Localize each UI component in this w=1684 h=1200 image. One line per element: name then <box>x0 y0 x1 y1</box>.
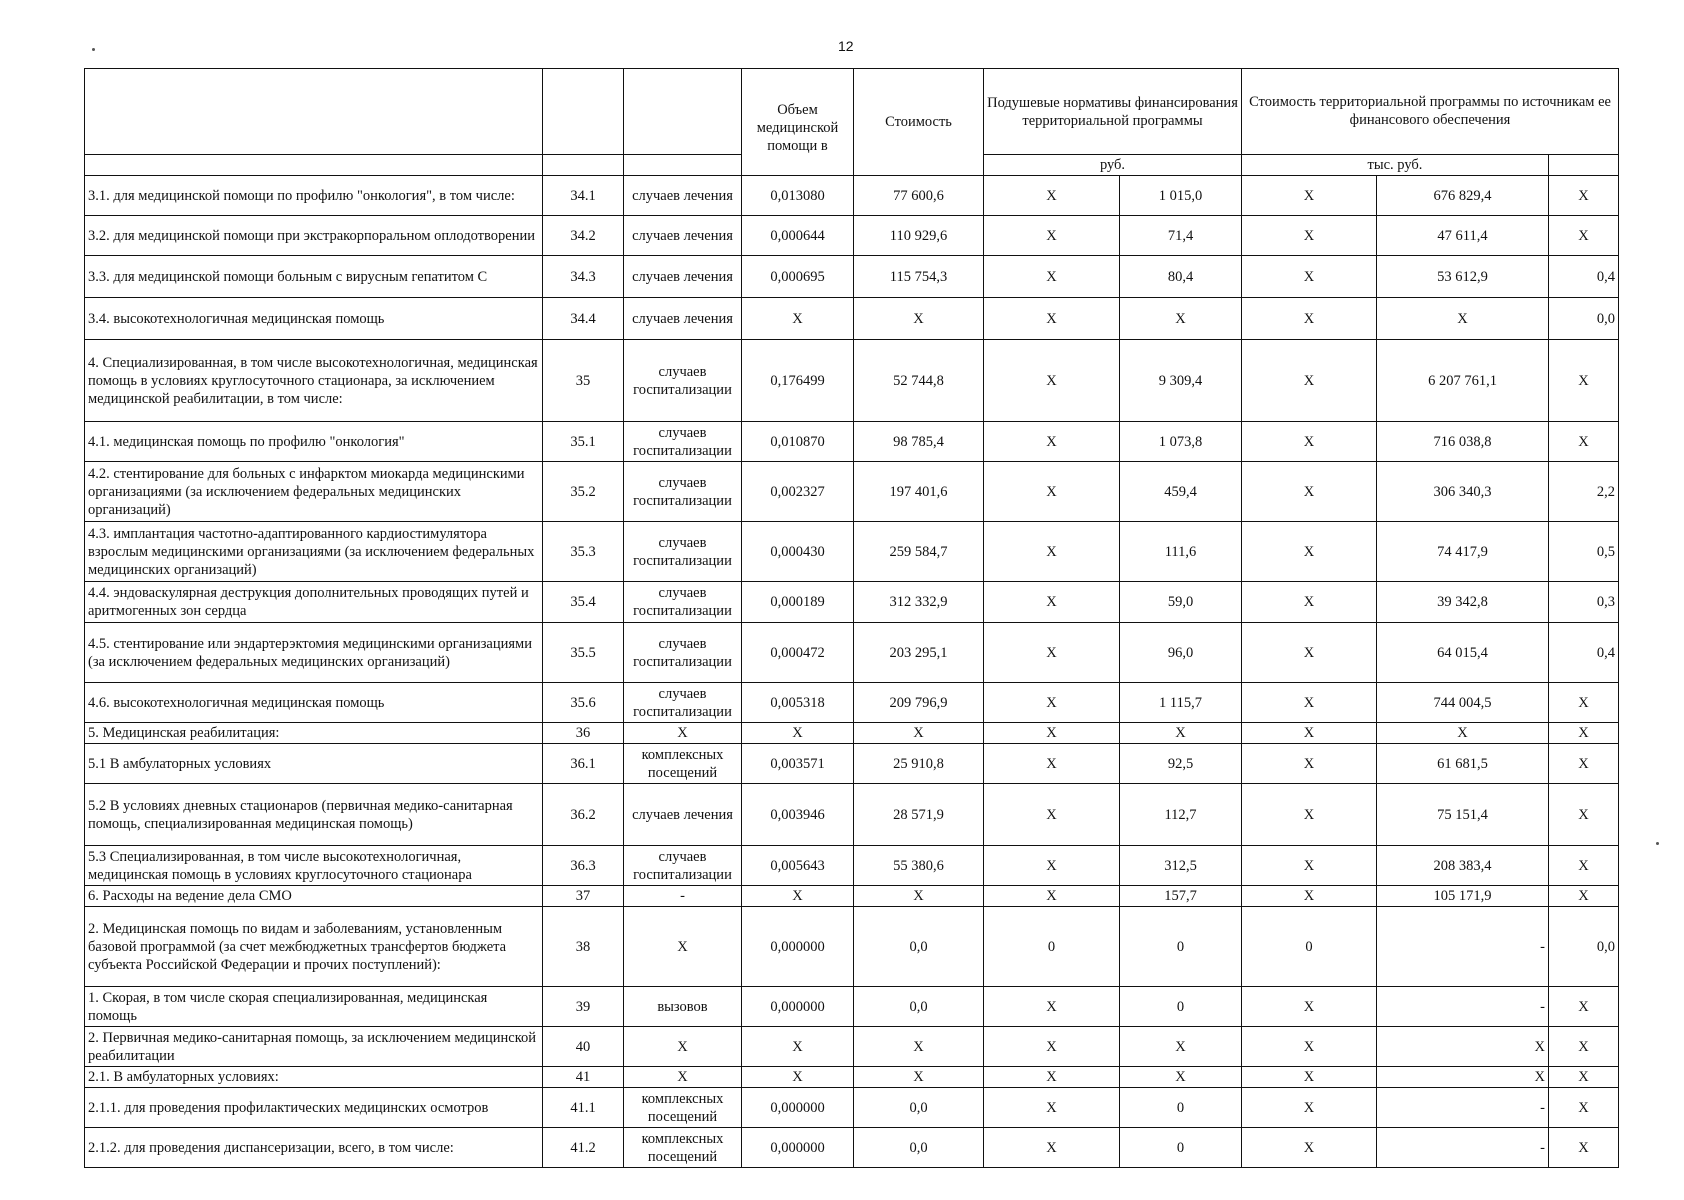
row-code: 35.4 <box>543 582 624 623</box>
row-name: 6. Расходы на ведение дела СМО <box>85 886 543 907</box>
header-empty-code <box>543 69 624 155</box>
row-norm-1: X <box>984 340 1120 422</box>
scan-speck <box>1656 842 1659 845</box>
row-code: 37 <box>543 886 624 907</box>
row-prog-2: 306 340,3 <box>1377 462 1549 522</box>
row-prog-1: X <box>1242 784 1377 846</box>
row-prog-2: 39 342,8 <box>1377 582 1549 623</box>
table-row <box>85 1027 1619 1067</box>
table-row <box>85 582 1619 623</box>
row-prog-3: X <box>1549 1128 1619 1168</box>
row-unit: случаев лечения <box>624 176 742 216</box>
row-code: 41.1 <box>543 1088 624 1128</box>
row-prog-2: - <box>1377 1088 1549 1128</box>
row-volume: 0,013080 <box>742 176 854 216</box>
row-unit: комплексных посещений <box>624 744 742 784</box>
row-norm-2: 96,0 <box>1120 623 1242 683</box>
row-norm-2: 459,4 <box>1120 462 1242 522</box>
row-unit: случаев госпитализации <box>624 623 742 683</box>
row-prog-1: X <box>1242 1067 1377 1088</box>
row-norm-2: 92,5 <box>1120 744 1242 784</box>
row-norm-1: X <box>984 1027 1120 1067</box>
row-prog-3: X <box>1549 784 1619 846</box>
row-volume: X <box>742 723 854 744</box>
row-prog-1: X <box>1242 422 1377 462</box>
row-prog-1: X <box>1242 462 1377 522</box>
table-row <box>85 784 1619 846</box>
header-per-capita: Подушевые нормативы финансирования территориальной программы <box>984 69 1242 155</box>
row-code: 34.1 <box>543 176 624 216</box>
row-norm-1: X <box>984 784 1120 846</box>
row-prog-3: 0,0 <box>1549 298 1619 340</box>
row-prog-3: X <box>1549 1088 1619 1128</box>
row-prog-2: - <box>1377 907 1549 987</box>
row-prog-1: X <box>1242 744 1377 784</box>
row-prog-3: 0,3 <box>1549 582 1619 623</box>
row-cost: 312 332,9 <box>854 582 984 623</box>
row-prog-3: X <box>1549 987 1619 1027</box>
row-code: 35.5 <box>543 623 624 683</box>
row-prog-2: X <box>1377 1027 1549 1067</box>
row-prog-1: X <box>1242 1027 1377 1067</box>
table-row <box>85 723 1619 744</box>
row-cost: X <box>854 886 984 907</box>
row-prog-2: 716 038,8 <box>1377 422 1549 462</box>
row-unit: случаев госпитализации <box>624 462 742 522</box>
row-code: 35.1 <box>543 422 624 462</box>
row-volume: X <box>742 298 854 340</box>
row-prog-1: X <box>1242 1128 1377 1168</box>
row-norm-1: X <box>984 256 1120 298</box>
row-prog-3: X <box>1549 422 1619 462</box>
row-name: 2. Медицинская помощь по видам и заболеваниям, установленным базовой программой (за счет межбюджетных трансфертов бюджета субъекта Российской Федерации и прочих поступлений): <box>85 907 543 987</box>
row-name: 4.6. высокотехнологичная медицинская помощь <box>85 683 543 723</box>
row-prog-1: X <box>1242 582 1377 623</box>
row-norm-1: X <box>984 298 1120 340</box>
row-prog-1: X <box>1242 846 1377 886</box>
row-unit: - <box>624 886 742 907</box>
header-row-top <box>85 69 1619 155</box>
row-prog-2: 744 004,5 <box>1377 683 1549 723</box>
row-prog-2: 64 015,4 <box>1377 623 1549 683</box>
row-prog-1: X <box>1242 522 1377 582</box>
row-norm-1: 0 <box>984 907 1120 987</box>
table-row <box>85 907 1619 987</box>
row-cost: 209 796,9 <box>854 683 984 723</box>
row-cost: 115 754,3 <box>854 256 984 298</box>
table-body <box>85 176 1619 1168</box>
row-volume: 0,000000 <box>742 1128 854 1168</box>
row-prog-1: X <box>1242 987 1377 1027</box>
table-row <box>85 462 1619 522</box>
row-cost: 77 600,6 <box>854 176 984 216</box>
row-code: 35.2 <box>543 462 624 522</box>
row-volume: 0,005318 <box>742 683 854 723</box>
row-code: 34.3 <box>543 256 624 298</box>
row-unit: X <box>624 1067 742 1088</box>
header-empty-unit-2 <box>624 155 742 176</box>
row-code: 34.4 <box>543 298 624 340</box>
row-cost: 52 744,8 <box>854 340 984 422</box>
page-number: 12 <box>838 38 854 54</box>
row-prog-1: X <box>1242 1088 1377 1128</box>
row-norm-2: 312,5 <box>1120 846 1242 886</box>
row-norm-1: X <box>984 582 1120 623</box>
row-cost: 55 380,6 <box>854 846 984 886</box>
row-norm-2: X <box>1120 723 1242 744</box>
row-prog-1: X <box>1242 298 1377 340</box>
financing-table <box>84 68 1619 1168</box>
row-cost: 0,0 <box>854 1088 984 1128</box>
row-norm-1: X <box>984 744 1120 784</box>
header-unit-thousand: тыс. руб. <box>1242 155 1549 176</box>
row-prog-1: X <box>1242 623 1377 683</box>
row-norm-1: X <box>984 683 1120 723</box>
row-cost: 110 929,6 <box>854 216 984 256</box>
row-code: 35.3 <box>543 522 624 582</box>
row-prog-1: X <box>1242 886 1377 907</box>
row-unit: случаев госпитализации <box>624 582 742 623</box>
row-code: 40 <box>543 1027 624 1067</box>
row-prog-2: X <box>1377 1067 1549 1088</box>
row-cost: X <box>854 298 984 340</box>
table-row <box>85 744 1619 784</box>
row-prog-2: X <box>1377 298 1549 340</box>
row-unit: комплексных посещений <box>624 1088 742 1128</box>
table-row <box>85 522 1619 582</box>
row-unit: случаев лечения <box>624 298 742 340</box>
row-prog-1: X <box>1242 340 1377 422</box>
row-cost: 98 785,4 <box>854 422 984 462</box>
row-unit: X <box>624 1027 742 1067</box>
row-norm-2: 0 <box>1120 1088 1242 1128</box>
row-volume: X <box>742 1067 854 1088</box>
row-prog-3: X <box>1549 683 1619 723</box>
row-volume: 0,003571 <box>742 744 854 784</box>
scan-speck <box>92 48 95 51</box>
row-name: 2. Первичная медико-санитарная помощь, за исключением медицинской реабилитации <box>85 1027 543 1067</box>
row-cost: 203 295,1 <box>854 623 984 683</box>
row-norm-2: X <box>1120 1067 1242 1088</box>
row-norm-2: 80,4 <box>1120 256 1242 298</box>
row-prog-1: X <box>1242 216 1377 256</box>
row-norm-1: X <box>984 623 1120 683</box>
table-row <box>85 340 1619 422</box>
table-row <box>85 683 1619 723</box>
table-row <box>85 298 1619 340</box>
row-name: 2.1.2. для проведения диспансеризации, всего, в том числе: <box>85 1128 543 1168</box>
row-name: 4.3. имплантация частотно-адаптированного кардиостимулятора взрослым медицинскими организациями (за исключением федеральных медицинских организаций) <box>85 522 543 582</box>
table-row <box>85 1067 1619 1088</box>
row-unit: X <box>624 723 742 744</box>
header-empty-name <box>85 69 543 155</box>
table-row <box>85 256 1619 298</box>
row-prog-2: 676 829,4 <box>1377 176 1549 216</box>
row-code: 39 <box>543 987 624 1027</box>
row-norm-2: 9 309,4 <box>1120 340 1242 422</box>
header-empty-unit <box>624 69 742 155</box>
row-norm-2: 112,7 <box>1120 784 1242 846</box>
table-row <box>85 846 1619 886</box>
row-name: 2.1. В амбулаторных условиях: <box>85 1067 543 1088</box>
table-row <box>85 1128 1619 1168</box>
row-code: 36.3 <box>543 846 624 886</box>
row-norm-2: 0 <box>1120 1128 1242 1168</box>
row-name: 2.1.1. для проведения профилактических медицинских осмотров <box>85 1088 543 1128</box>
row-cost: 259 584,7 <box>854 522 984 582</box>
row-volume: 0,005643 <box>742 846 854 886</box>
row-prog-3: X <box>1549 886 1619 907</box>
row-prog-2: 75 151,4 <box>1377 784 1549 846</box>
row-name: 5. Медицинская реабилитация: <box>85 723 543 744</box>
row-prog-3: 2,2 <box>1549 462 1619 522</box>
row-prog-3: X <box>1549 744 1619 784</box>
row-norm-1: X <box>984 886 1120 907</box>
row-norm-2: 1 015,0 <box>1120 176 1242 216</box>
row-cost: X <box>854 1027 984 1067</box>
row-norm-2: 71,4 <box>1120 216 1242 256</box>
row-norm-1: X <box>984 1128 1120 1168</box>
row-name: 3.1. для медицинской помощи по профилю "онкология", в том числе: <box>85 176 543 216</box>
row-code: 35.6 <box>543 683 624 723</box>
header-empty-name-2 <box>85 155 543 176</box>
row-code: 38 <box>543 907 624 987</box>
row-unit: вызовов <box>624 987 742 1027</box>
row-prog-2: X <box>1377 723 1549 744</box>
row-prog-1: X <box>1242 176 1377 216</box>
row-code: 36 <box>543 723 624 744</box>
row-unit: случаев госпитализации <box>624 683 742 723</box>
row-prog-2: 6 207 761,1 <box>1377 340 1549 422</box>
row-cost: 197 401,6 <box>854 462 984 522</box>
row-prog-3: X <box>1549 1067 1619 1088</box>
row-unit: случаев госпитализации <box>624 422 742 462</box>
row-volume: 0,000695 <box>742 256 854 298</box>
row-name: 4. Специализированная, в том числе высокотехнологичная, медицинская помощь в условиях круглосуточного стационара, за исключением медицинской реабилитации, в том числе: <box>85 340 543 422</box>
row-norm-1: X <box>984 522 1120 582</box>
row-norm-2: 1 073,8 <box>1120 422 1242 462</box>
row-prog-3: X <box>1549 846 1619 886</box>
table-row <box>85 216 1619 256</box>
table-row <box>85 623 1619 683</box>
row-prog-1: X <box>1242 723 1377 744</box>
row-unit: случаев лечения <box>624 256 742 298</box>
header-volume-cell <box>742 69 854 176</box>
row-prog-2: 53 612,9 <box>1377 256 1549 298</box>
header-empty-last <box>1549 155 1619 176</box>
row-prog-3: X <box>1549 1027 1619 1067</box>
row-cost: 28 571,9 <box>854 784 984 846</box>
row-unit: случаев госпитализации <box>624 340 742 422</box>
row-name: 1. Скорая, в том числе скорая специализированная, медицинская помощь <box>85 987 543 1027</box>
row-volume: 0,000000 <box>742 1088 854 1128</box>
row-volume: 0,010870 <box>742 422 854 462</box>
row-name: 3.3. для медицинской помощи больным с вирусным гепатитом С <box>85 256 543 298</box>
row-prog-2: - <box>1377 1128 1549 1168</box>
row-name: 4.1. медицинская помощь по профилю "онкология" <box>85 422 543 462</box>
row-volume: 0,000189 <box>742 582 854 623</box>
row-volume: 0,000472 <box>742 623 854 683</box>
row-cost: 0,0 <box>854 987 984 1027</box>
row-unit: случаев лечения <box>624 216 742 256</box>
row-prog-3: 0,0 <box>1549 907 1619 987</box>
row-cost: 0,0 <box>854 907 984 987</box>
row-code: 34.2 <box>543 216 624 256</box>
row-volume: 0,000644 <box>742 216 854 256</box>
row-unit: случаев лечения <box>624 784 742 846</box>
table-row <box>85 987 1619 1027</box>
row-code: 41 <box>543 1067 624 1088</box>
row-norm-2: 0 <box>1120 907 1242 987</box>
row-volume: X <box>742 886 854 907</box>
row-norm-1: X <box>984 462 1120 522</box>
row-unit: комплексных посещений <box>624 1128 742 1168</box>
row-volume: 0,000000 <box>742 987 854 1027</box>
row-prog-2: 74 417,9 <box>1377 522 1549 582</box>
row-code: 35 <box>543 340 624 422</box>
row-name: 4.2. стентирование для больных с инфарктом миокарда медицинскими организациями (за исключением федеральных медицинских организаций) <box>85 462 543 522</box>
header-empty-code-2 <box>543 155 624 176</box>
row-prog-1: X <box>1242 256 1377 298</box>
row-norm-1: X <box>984 216 1120 256</box>
row-norm-1: X <box>984 987 1120 1027</box>
row-norm-1: X <box>984 422 1120 462</box>
row-name: 3.2. для медицинской помощи при экстракорпоральном оплодотворении <box>85 216 543 256</box>
row-norm-2: 1 115,7 <box>1120 683 1242 723</box>
row-cost: 0,0 <box>854 1128 984 1168</box>
row-volume: 0,003946 <box>742 784 854 846</box>
row-norm-2: 157,7 <box>1120 886 1242 907</box>
row-norm-1: X <box>984 176 1120 216</box>
row-prog-3: 0,5 <box>1549 522 1619 582</box>
row-prog-2: 61 681,5 <box>1377 744 1549 784</box>
row-name: 4.4. эндоваскулярная деструкция дополнительных проводящих путей и аритмогенных зон сердца <box>85 582 543 623</box>
row-norm-1: X <box>984 1067 1120 1088</box>
row-code: 36.1 <box>543 744 624 784</box>
row-prog-3: X <box>1549 723 1619 744</box>
row-cost: X <box>854 1067 984 1088</box>
row-name: 4.5. стентирование или эндартерэктомия медицинскими организациями (за исключением федеральных медицинских организаций) <box>85 623 543 683</box>
table-row <box>85 176 1619 216</box>
header-unit-rub: руб. <box>984 155 1242 176</box>
row-volume: X <box>742 1027 854 1067</box>
row-unit: случаев госпитализации <box>624 846 742 886</box>
row-name: 3.4. высокотехнологичная медицинская помощь <box>85 298 543 340</box>
row-norm-2: 0 <box>1120 987 1242 1027</box>
row-norm-2: X <box>1120 1027 1242 1067</box>
row-prog-3: X <box>1549 216 1619 256</box>
row-code: 36.2 <box>543 784 624 846</box>
row-norm-2: 111,6 <box>1120 522 1242 582</box>
row-prog-2: - <box>1377 987 1549 1027</box>
header-cost: Стоимость <box>854 69 984 176</box>
table-row <box>85 422 1619 462</box>
header-program-cost: Стоимость территориальной программы по источникам ее финансового обеспечения <box>1242 69 1619 155</box>
row-prog-1: X <box>1242 683 1377 723</box>
row-prog-1: 0 <box>1242 907 1377 987</box>
row-name: 5.1 В амбулаторных условиях <box>85 744 543 784</box>
row-prog-2: 208 383,4 <box>1377 846 1549 886</box>
row-volume: 0,176499 <box>742 340 854 422</box>
row-prog-3: 0,4 <box>1549 623 1619 683</box>
row-prog-2: 105 171,9 <box>1377 886 1549 907</box>
row-unit: X <box>624 907 742 987</box>
row-norm-1: X <box>984 846 1120 886</box>
row-prog-3: 0,4 <box>1549 256 1619 298</box>
row-name: 5.3 Специализированная, в том числе высокотехнологичная, медицинская помощь в условиях круглосуточного стационара <box>85 846 543 886</box>
row-norm-1: X <box>984 1088 1120 1128</box>
header-volume: Объем медицинской помощи в <box>756 101 839 154</box>
table-row <box>85 1088 1619 1128</box>
row-unit: случаев госпитализации <box>624 522 742 582</box>
row-norm-2: X <box>1120 298 1242 340</box>
row-norm-2: 59,0 <box>1120 582 1242 623</box>
row-cost: X <box>854 723 984 744</box>
row-prog-3: X <box>1549 340 1619 422</box>
row-prog-3: X <box>1549 176 1619 216</box>
row-name: 5.2 В условиях дневных стационаров (первичная медико-санитарная помощь, специализированная медицинская помощь) <box>85 784 543 846</box>
row-volume: 0,000430 <box>742 522 854 582</box>
row-code: 41.2 <box>543 1128 624 1168</box>
row-cost: 25 910,8 <box>854 744 984 784</box>
row-norm-1: X <box>984 723 1120 744</box>
row-volume: 0,000000 <box>742 907 854 987</box>
table-row <box>85 886 1619 907</box>
row-prog-2: 47 611,4 <box>1377 216 1549 256</box>
row-volume: 0,002327 <box>742 462 854 522</box>
